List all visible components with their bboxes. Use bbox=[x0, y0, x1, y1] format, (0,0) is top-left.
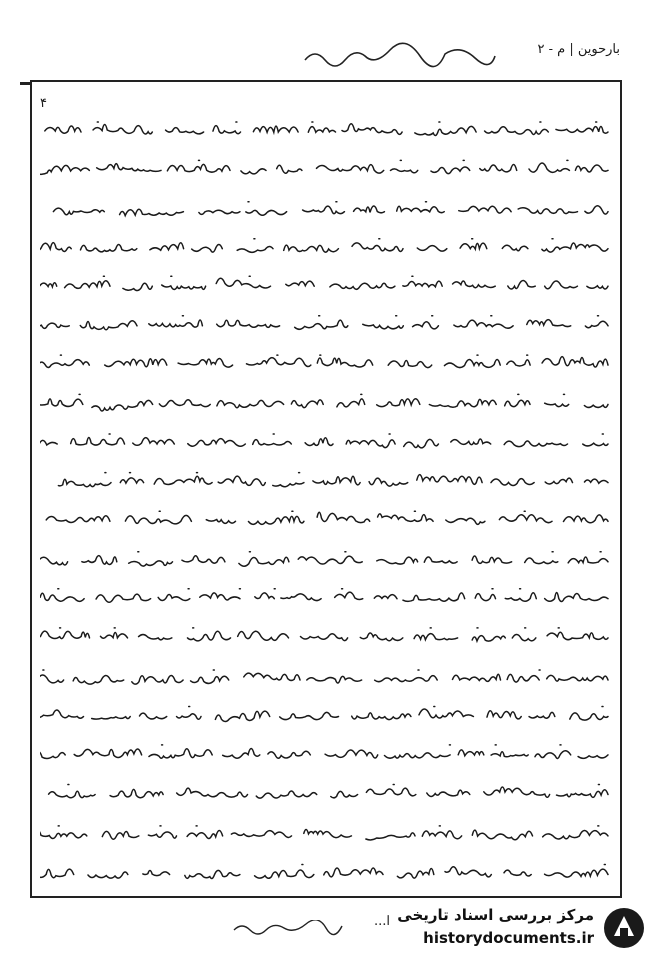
document-header bbox=[300, 42, 620, 72]
handwritten-line bbox=[40, 461, 614, 501]
handwritten-line bbox=[40, 305, 614, 345]
handwritten-lines bbox=[40, 110, 614, 890]
footer-handwriting bbox=[230, 920, 360, 936]
handwriting-stroke bbox=[40, 422, 614, 462]
handwriting-stroke bbox=[40, 188, 614, 228]
handwriting-stroke bbox=[40, 695, 614, 735]
handwriting-stroke bbox=[40, 461, 614, 501]
handwriting-stroke bbox=[40, 656, 614, 696]
archive-watermark bbox=[380, 902, 650, 954]
handwriting-stroke bbox=[40, 812, 614, 852]
handwriting-stroke bbox=[40, 383, 614, 423]
handwritten-line bbox=[40, 422, 614, 462]
footer-text: ا... bbox=[373, 914, 390, 929]
handwriting-stroke bbox=[40, 149, 614, 189]
watermark-url: historydocuments.ir bbox=[423, 929, 594, 947]
document-footer bbox=[230, 914, 390, 936]
handwriting-stroke bbox=[40, 344, 614, 384]
handwritten-line bbox=[40, 851, 614, 891]
handwriting-stroke bbox=[40, 617, 614, 657]
handwritten-line bbox=[40, 227, 614, 267]
header-text: بارحوین | م - ۲ bbox=[537, 42, 620, 57]
handwritten-line bbox=[40, 812, 614, 852]
handwriting-stroke bbox=[40, 227, 614, 267]
handwriting-stroke bbox=[40, 539, 614, 579]
handwriting-stroke bbox=[40, 266, 614, 306]
handwriting-stroke bbox=[40, 110, 614, 150]
handwritten-line bbox=[40, 344, 614, 384]
handwriting-stroke bbox=[40, 734, 614, 774]
handwritten-line bbox=[40, 149, 614, 189]
handwriting-stroke bbox=[40, 773, 614, 813]
handwritten-line bbox=[40, 773, 614, 813]
handwritten-line bbox=[40, 578, 614, 618]
handwritten-line bbox=[40, 539, 614, 579]
handwriting-stroke bbox=[40, 578, 614, 618]
watermark-title: مرکز بررسی اسناد تاریخی bbox=[397, 906, 594, 924]
handwritten-line bbox=[40, 734, 614, 774]
handwritten-line bbox=[40, 500, 614, 540]
archive-logo-icon bbox=[602, 906, 646, 950]
handwritten-line bbox=[40, 110, 614, 150]
handwritten-line bbox=[40, 617, 614, 657]
handwritten-line bbox=[40, 695, 614, 735]
handwritten-line bbox=[40, 656, 614, 696]
handwritten-line bbox=[40, 383, 614, 423]
frame-corner-mark bbox=[20, 82, 32, 85]
handwriting-stroke bbox=[40, 851, 614, 891]
header-handwriting bbox=[300, 42, 500, 72]
handwritten-line bbox=[40, 188, 614, 228]
letter-frame bbox=[30, 80, 622, 898]
handwriting-stroke bbox=[40, 500, 614, 540]
handwriting-stroke bbox=[40, 305, 614, 345]
handwritten-line bbox=[40, 266, 614, 306]
page-marker: ۴ bbox=[40, 96, 47, 111]
